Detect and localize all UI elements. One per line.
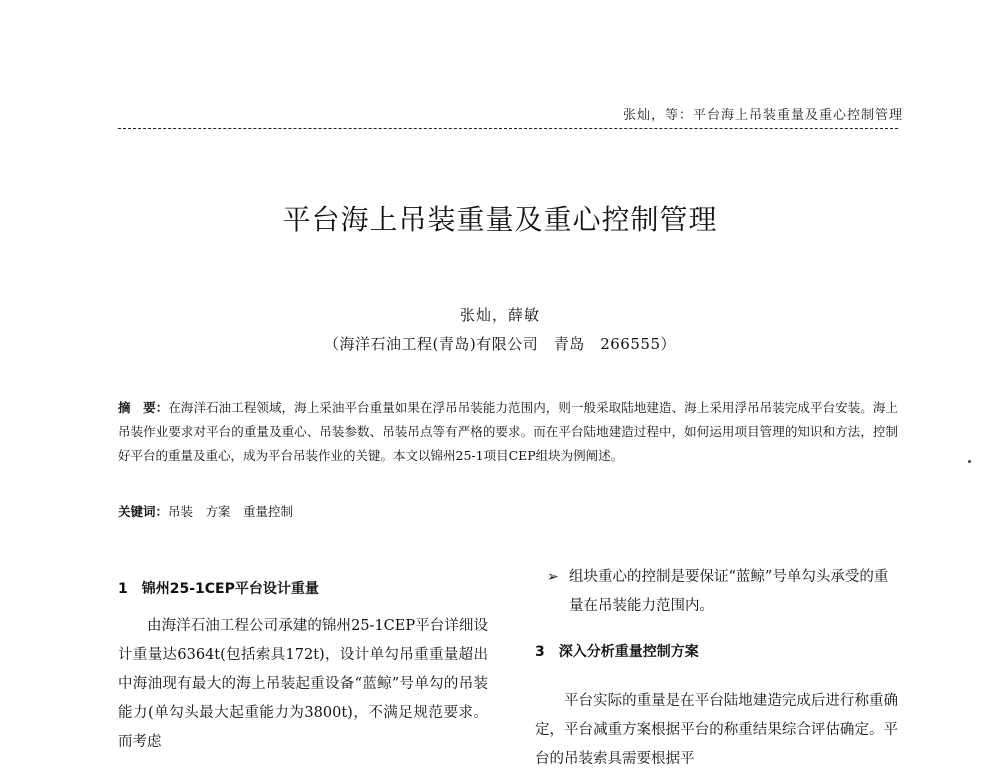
- bullet-item: [535, 563, 898, 621]
- right-column: [535, 563, 898, 774]
- section-1-paragraph: 由海洋石油工程公司承建的锦州25-1CEP平台详细设计重量达6364t(包括索具172t)，设计单勾吊重重量超出中海油现有最大的海上吊装起重设备“蓝鲸”号单勾的吊装能力(单勾头最大起重能力为3800t)，不满足规范要求。而考虑: [118, 618, 488, 750]
- left-column: [118, 578, 488, 757]
- running-header: 张灿，等：平台海上吊装重量及重心控制管理: [622, 108, 903, 123]
- section-3-paragraph: 平台实际的重量是在平台陆地建造完成后进行称重确定，平台减重方案根据平台的称重结果综合评估确定。平台的吊装索具需要根据平: [535, 693, 898, 767]
- keywords-label: 关键词：: [118, 504, 169, 519]
- keywords-text: 吊装 方案 重量控制: [168, 504, 294, 519]
- bullet-text: 组块重心的控制是要保证“蓝鲸”号单勾头承受的重量在吊装能力范围内。: [569, 569, 889, 614]
- abstract-label: 摘 要：: [118, 400, 169, 415]
- authors: 张灿，薛敏: [459, 306, 540, 324]
- keywords: [118, 500, 898, 524]
- affiliation: （海洋石油工程(青岛)有限公司 青岛 266555）: [324, 335, 676, 353]
- section-1-heading: 1 锦州25-1CEP平台设计重量: [118, 581, 319, 597]
- paper-title: 平台海上吊装重量及重心控制管理: [282, 203, 718, 236]
- abstract-text: 在海洋石油工程领域，海上采油平台重量如果在浮吊吊装能力范围内，则一般采取陆地建造、海上采用浮吊吊装完成平台安装。海上吊装作业要求对平台的重量及重心、吊装参数、吊装吊点等有严格的要求。而在平台陆地建造过程中，如何运用项目管理的知识和方法，控制好平台的重量及重心，成为平台吊装作业的关键。本文以锦州25-1项目CEP组块为例阐述。: [118, 400, 898, 463]
- abstract: [118, 396, 898, 468]
- scan-speck: [968, 460, 971, 463]
- arrow-bullet-icon: ➢: [547, 569, 559, 585]
- header-rule: [118, 128, 898, 129]
- section-3-heading: 3 深入分析重量控制方案: [535, 644, 699, 660]
